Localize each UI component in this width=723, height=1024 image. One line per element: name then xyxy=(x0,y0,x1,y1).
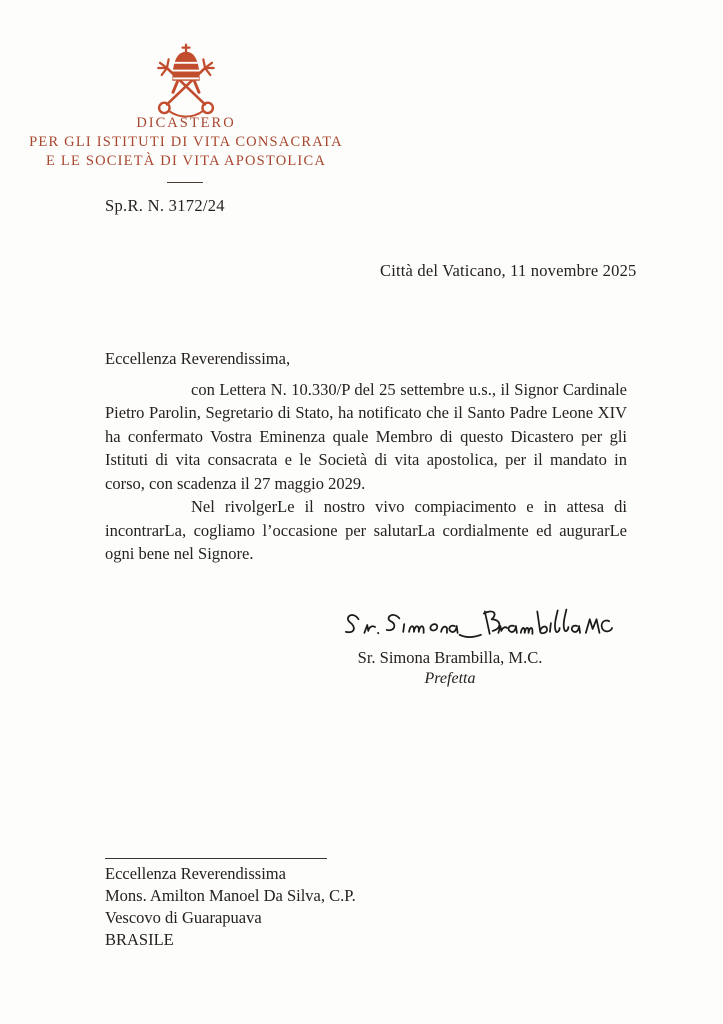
recipient-block xyxy=(105,858,425,951)
recipient-line4: BRASILE xyxy=(105,930,174,949)
recipient-divider xyxy=(105,858,327,859)
letterhead-line1: DICASTERO xyxy=(136,115,236,131)
signatory-name: Sr. Simona Brambilla, M.C. xyxy=(357,648,543,667)
salutation: Eccellenza Reverendissima, xyxy=(105,349,291,368)
dateline: Città del Vaticano, 11 novembre 2025 xyxy=(380,261,637,280)
handwritten-signature xyxy=(343,605,615,651)
recipient-line2: Mons. Amilton Manoel Da Silva, C.P. xyxy=(105,886,356,905)
vatican-emblem-icon xyxy=(147,42,225,120)
letterhead-line3: E LE SOCIETÀ DI VITA APOSTOLICA xyxy=(46,153,326,169)
protocol-number: Sp.R. N. 3172/24 xyxy=(105,196,225,215)
recipient-line1: Eccellenza Reverendissima xyxy=(105,864,286,883)
letterhead-line2: PER GLI ISTITUTI DI VITA CONSACRATA xyxy=(29,134,343,150)
paragraph-1: con Lettera N. 10.330/P del 25 settembre u.s., il Signor Cardinale Pietro Parolin, Segretario di Stato, ha notificato che il Santo Padre Leone XIV ha confermato Vostra Eminenza quale Membro di questo Dicastero per gli Istituti di vita consacrata e le Società di vita apostolica, per il mandato in corso, con scadenza il 27 maggio 2029. xyxy=(105,379,627,493)
signatory-title: Prefetta xyxy=(424,670,476,687)
paragraph-2: Nel rivolgerLe il nostro vivo compiacimento e in attesa di incontrarLa, cogliamo l’occasione per salutarLa cordialmente ed augurarLe ogni bene nel Signore. xyxy=(105,497,627,563)
letterhead-divider xyxy=(167,182,203,183)
recipient-line3: Vescovo di Guarapuava xyxy=(105,908,262,927)
letter-body xyxy=(105,347,627,566)
letterhead xyxy=(18,114,354,171)
